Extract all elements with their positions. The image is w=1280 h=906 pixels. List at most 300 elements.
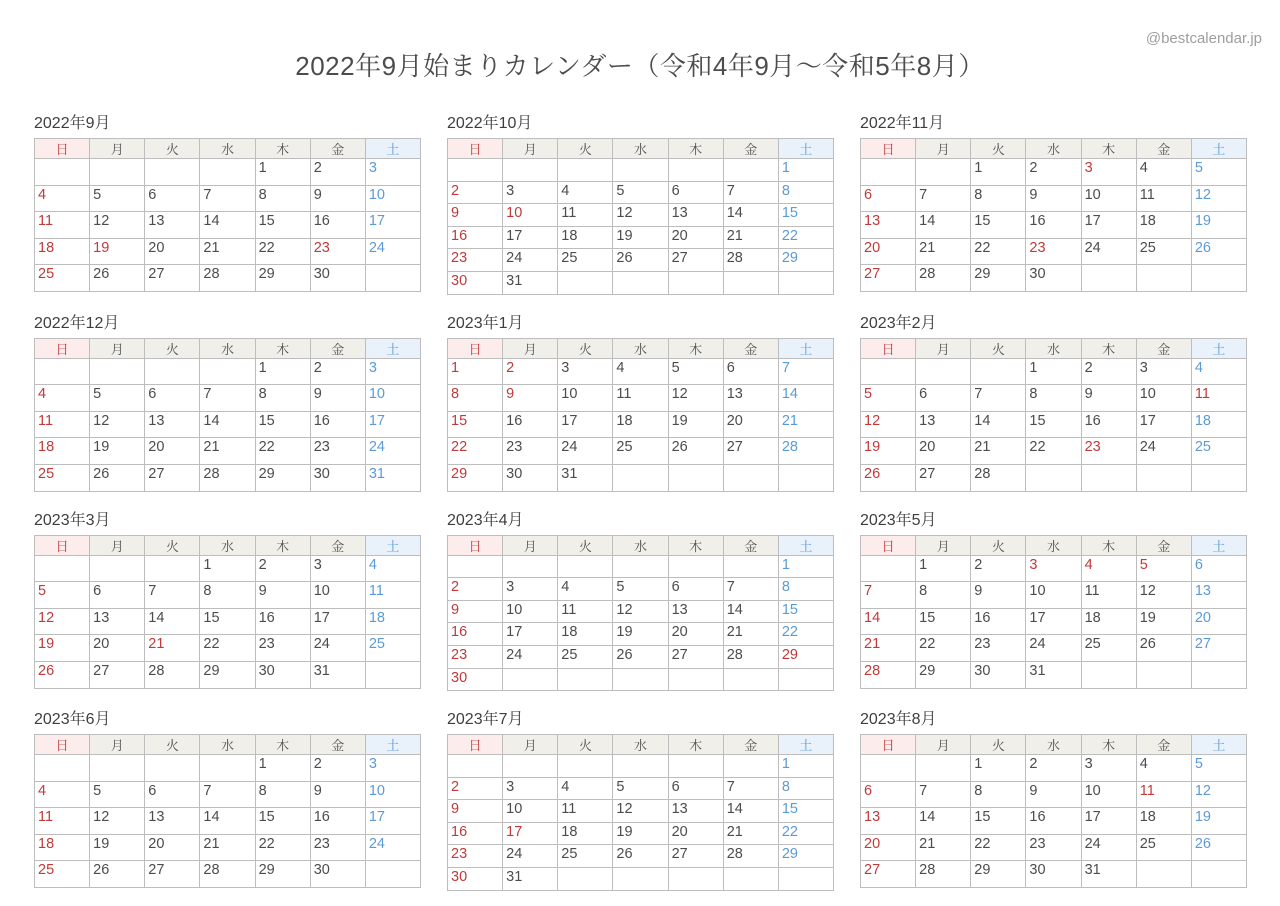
day-cell: 24 [1081, 834, 1136, 861]
day-cell: 10 [1136, 385, 1191, 412]
day-cell: 10 [365, 185, 420, 212]
day-cell: 24 [1081, 238, 1136, 265]
day-cell: 11 [1136, 781, 1191, 808]
day-cell: 28 [971, 464, 1026, 491]
day-cell: 2 [1026, 755, 1081, 782]
day-cell: 1 [255, 358, 310, 385]
day-cell [365, 861, 420, 888]
weekday-header: 金 [723, 735, 778, 755]
day-cell: 1 [255, 755, 310, 782]
month-title: 2023年6月 [34, 711, 111, 729]
day-cell: 19 [90, 834, 145, 861]
day-cell: 7 [200, 185, 255, 212]
day-cell: 5 [1136, 555, 1191, 582]
day-cell: 30 [1026, 861, 1081, 888]
day-cell: 13 [723, 385, 778, 412]
weekday-header: 金 [1136, 535, 1191, 555]
week-row [35, 185, 421, 212]
day-cell: 3 [558, 358, 613, 385]
day-cell: 20 [723, 411, 778, 438]
weekday-header: 水 [200, 535, 255, 555]
day-cell: 13 [145, 808, 200, 835]
day-cell: 18 [1191, 411, 1246, 438]
day-cell: 28 [861, 661, 916, 688]
day-cell: 19 [90, 438, 145, 465]
day-cell: 1 [916, 555, 971, 582]
weekday-header: 火 [145, 735, 200, 755]
day-cell: 6 [90, 582, 145, 609]
day-cell: 11 [558, 600, 613, 623]
week-row [35, 661, 421, 688]
day-cell: 6 [668, 777, 723, 800]
day-cell: 12 [1191, 781, 1246, 808]
day-cell: 31 [1081, 861, 1136, 888]
day-cell: 6 [1191, 555, 1246, 582]
day-cell: 3 [503, 578, 558, 601]
weekday-header: 水 [613, 139, 668, 159]
day-cell: 4 [613, 358, 668, 385]
day-cell: 4 [1081, 555, 1136, 582]
weekday-header: 日 [35, 338, 90, 358]
day-cell: 18 [1136, 808, 1191, 835]
month-title: 2023年3月 [34, 511, 111, 529]
day-cell: 29 [778, 249, 833, 272]
day-cell: 21 [916, 834, 971, 861]
weekday-header: 土 [365, 735, 420, 755]
day-cell: 21 [145, 635, 200, 662]
week-row [861, 582, 1247, 609]
month-title: 2023年1月 [447, 314, 524, 332]
day-cell: 18 [558, 623, 613, 646]
day-cell [448, 159, 503, 182]
day-cell: 9 [310, 185, 365, 212]
day-cell: 17 [1081, 808, 1136, 835]
week-row [861, 185, 1247, 212]
day-cell: 10 [365, 385, 420, 412]
month-calendar [447, 710, 834, 891]
calendar-table [34, 338, 421, 492]
day-cell: 30 [310, 861, 365, 888]
day-cell [778, 868, 833, 891]
day-cell: 28 [200, 265, 255, 292]
day-cell: 18 [558, 822, 613, 845]
day-cell: 15 [778, 204, 833, 227]
weekday-header: 金 [1136, 139, 1191, 159]
day-cell: 27 [861, 265, 916, 292]
weekday-header: 火 [558, 139, 613, 159]
day-cell: 12 [861, 411, 916, 438]
day-cell: 22 [971, 834, 1026, 861]
day-cell [723, 271, 778, 294]
calendar-table [860, 138, 1247, 292]
month-calendar [860, 511, 1247, 692]
day-cell: 6 [668, 181, 723, 204]
month-calendar [34, 511, 421, 692]
week-row [35, 385, 421, 412]
day-cell: 27 [145, 265, 200, 292]
weekday-header: 土 [778, 735, 833, 755]
calendar-table [447, 734, 834, 891]
day-cell: 9 [310, 385, 365, 412]
weekday-header-row [861, 535, 1247, 555]
day-cell [668, 755, 723, 778]
day-cell: 8 [778, 578, 833, 601]
week-row [448, 385, 834, 412]
weekday-header: 日 [861, 139, 916, 159]
day-cell: 29 [778, 645, 833, 668]
day-cell: 3 [1026, 555, 1081, 582]
week-row [35, 582, 421, 609]
weekday-header-row [35, 535, 421, 555]
day-cell: 4 [558, 578, 613, 601]
week-row [448, 464, 834, 491]
day-cell [200, 755, 255, 782]
day-cell [613, 464, 668, 491]
day-cell: 5 [90, 185, 145, 212]
week-row [448, 411, 834, 438]
day-cell: 26 [1191, 238, 1246, 265]
day-cell [145, 358, 200, 385]
weekday-header: 木 [255, 139, 310, 159]
weekday-header: 金 [310, 139, 365, 159]
day-cell [668, 464, 723, 491]
day-cell: 22 [971, 238, 1026, 265]
day-cell: 10 [503, 600, 558, 623]
day-cell [723, 668, 778, 691]
day-cell [971, 358, 1026, 385]
day-cell: 2 [503, 358, 558, 385]
day-cell: 10 [503, 204, 558, 227]
weekday-header: 土 [365, 338, 420, 358]
day-cell [613, 555, 668, 578]
weekday-header: 水 [1026, 735, 1081, 755]
weekday-header-row [448, 139, 834, 159]
day-cell: 25 [35, 861, 90, 888]
day-cell [861, 755, 916, 782]
day-cell: 15 [971, 808, 1026, 835]
day-cell: 19 [613, 623, 668, 646]
day-cell: 16 [448, 226, 503, 249]
page-title: 2022年9月始まりカレンダー（令和4年9月～令和5年8月） [295, 51, 985, 81]
week-row [35, 608, 421, 635]
day-cell: 25 [558, 845, 613, 868]
weekday-header: 水 [200, 139, 255, 159]
day-cell [448, 755, 503, 778]
day-cell: 27 [668, 645, 723, 668]
week-row [448, 204, 834, 227]
day-cell: 8 [448, 385, 503, 412]
day-cell: 12 [1136, 582, 1191, 609]
day-cell: 18 [35, 834, 90, 861]
week-row [448, 868, 834, 891]
month-calendar [860, 314, 1247, 492]
day-cell: 20 [916, 438, 971, 465]
day-cell: 26 [90, 464, 145, 491]
day-cell: 24 [310, 635, 365, 662]
day-cell: 6 [861, 185, 916, 212]
day-cell: 24 [365, 438, 420, 465]
day-cell: 16 [255, 608, 310, 635]
weekday-header: 日 [35, 735, 90, 755]
day-cell: 30 [255, 661, 310, 688]
day-cell: 16 [1026, 212, 1081, 239]
day-cell: 30 [971, 661, 1026, 688]
day-cell: 6 [145, 781, 200, 808]
day-cell: 14 [916, 212, 971, 239]
day-cell: 4 [1136, 755, 1191, 782]
day-cell: 14 [861, 608, 916, 635]
day-cell [558, 555, 613, 578]
day-cell: 24 [1136, 438, 1191, 465]
day-cell: 16 [448, 623, 503, 646]
day-cell [723, 868, 778, 891]
day-cell: 21 [200, 834, 255, 861]
day-cell: 27 [668, 249, 723, 272]
week-row [448, 181, 834, 204]
day-cell [613, 668, 668, 691]
day-cell: 13 [145, 411, 200, 438]
weekday-header: 日 [861, 338, 916, 358]
day-cell: 19 [90, 238, 145, 265]
week-row [448, 578, 834, 601]
month-calendar [860, 710, 1247, 891]
day-cell: 26 [1191, 834, 1246, 861]
day-cell: 28 [145, 661, 200, 688]
weekday-header: 火 [558, 735, 613, 755]
day-cell: 11 [1191, 385, 1246, 412]
day-cell: 25 [613, 438, 668, 465]
day-cell: 18 [35, 438, 90, 465]
day-cell [1191, 464, 1246, 491]
weekday-header: 金 [310, 338, 365, 358]
day-cell: 17 [365, 212, 420, 239]
day-cell: 12 [1191, 185, 1246, 212]
day-cell: 5 [1191, 755, 1246, 782]
day-cell: 23 [310, 438, 365, 465]
month-calendar [34, 114, 421, 295]
day-cell: 11 [558, 204, 613, 227]
day-cell: 31 [503, 271, 558, 294]
month-title: 2022年9月 [34, 115, 111, 132]
day-cell [613, 755, 668, 778]
day-cell [1191, 265, 1246, 292]
day-cell: 21 [778, 411, 833, 438]
day-cell: 19 [1191, 212, 1246, 239]
day-cell [668, 271, 723, 294]
weekday-header: 土 [1191, 735, 1246, 755]
day-cell [558, 159, 613, 182]
day-cell: 3 [365, 755, 420, 782]
week-row [448, 438, 834, 465]
day-cell [668, 159, 723, 182]
day-cell: 16 [310, 411, 365, 438]
day-cell [200, 358, 255, 385]
calendar-table [860, 338, 1247, 492]
day-cell: 8 [778, 777, 833, 800]
day-cell: 8 [916, 582, 971, 609]
day-cell: 25 [1136, 238, 1191, 265]
week-row [861, 464, 1247, 491]
weekday-header: 土 [778, 535, 833, 555]
week-row [35, 834, 421, 861]
day-cell: 12 [613, 204, 668, 227]
day-cell: 18 [1081, 608, 1136, 635]
day-cell: 7 [723, 777, 778, 800]
day-cell: 26 [1136, 635, 1191, 662]
day-cell: 19 [1191, 808, 1246, 835]
day-cell: 24 [365, 834, 420, 861]
day-cell: 16 [310, 212, 365, 239]
weekday-header: 水 [1026, 338, 1081, 358]
week-row [35, 635, 421, 662]
weekday-header: 日 [861, 735, 916, 755]
week-row [35, 861, 421, 888]
day-cell: 29 [971, 861, 1026, 888]
week-row [35, 808, 421, 835]
day-cell [503, 668, 558, 691]
week-row [35, 555, 421, 582]
day-cell: 4 [35, 781, 90, 808]
day-cell [916, 755, 971, 782]
week-row [448, 358, 834, 385]
weekday-header: 水 [1026, 139, 1081, 159]
weekday-header: 火 [971, 735, 1026, 755]
day-cell: 1 [778, 159, 833, 182]
day-cell: 29 [916, 661, 971, 688]
day-cell: 17 [558, 411, 613, 438]
day-cell: 10 [558, 385, 613, 412]
weekday-header: 土 [778, 139, 833, 159]
day-cell: 26 [613, 249, 668, 272]
weekday-header-row [35, 735, 421, 755]
day-cell: 3 [365, 358, 420, 385]
week-row [861, 159, 1247, 186]
weekday-header: 火 [971, 338, 1026, 358]
day-cell: 17 [310, 608, 365, 635]
day-cell: 14 [778, 385, 833, 412]
day-cell: 15 [778, 600, 833, 623]
weekday-header: 木 [668, 338, 723, 358]
month-title: 2022年10月 [447, 115, 533, 132]
day-cell: 19 [35, 635, 90, 662]
week-row [861, 385, 1247, 412]
month-title: 2023年5月 [860, 511, 937, 529]
week-row [861, 635, 1247, 662]
weekday-header: 金 [310, 735, 365, 755]
day-cell: 5 [90, 781, 145, 808]
day-cell: 19 [613, 822, 668, 845]
week-row [448, 845, 834, 868]
day-cell: 21 [723, 822, 778, 845]
day-cell: 7 [971, 385, 1026, 412]
day-cell: 6 [723, 358, 778, 385]
day-cell: 21 [200, 238, 255, 265]
day-cell: 3 [365, 159, 420, 186]
weekday-header: 木 [1081, 139, 1136, 159]
day-cell [365, 265, 420, 292]
day-cell: 23 [1026, 238, 1081, 265]
day-cell: 26 [90, 265, 145, 292]
weekday-header: 土 [1191, 535, 1246, 555]
day-cell: 29 [255, 464, 310, 491]
day-cell [1191, 661, 1246, 688]
day-cell [1026, 464, 1081, 491]
day-cell [35, 358, 90, 385]
weekday-header: 日 [35, 139, 90, 159]
day-cell: 23 [448, 645, 503, 668]
day-cell: 13 [861, 808, 916, 835]
day-cell: 21 [971, 438, 1026, 465]
weekday-header: 月 [916, 139, 971, 159]
day-cell: 18 [613, 411, 668, 438]
weekday-header: 金 [723, 338, 778, 358]
day-cell: 22 [255, 438, 310, 465]
weekday-header: 木 [255, 338, 310, 358]
week-row [35, 238, 421, 265]
day-cell: 20 [90, 635, 145, 662]
day-cell: 3 [503, 777, 558, 800]
watermark-text: @bestcalendar.jp [1145, 30, 1262, 47]
day-cell: 30 [448, 668, 503, 691]
day-cell: 28 [200, 464, 255, 491]
day-cell: 13 [668, 204, 723, 227]
day-cell: 29 [448, 464, 503, 491]
day-cell: 23 [310, 834, 365, 861]
day-cell [916, 358, 971, 385]
day-cell: 24 [503, 249, 558, 272]
weekday-header-row [35, 139, 421, 159]
day-cell: 12 [668, 385, 723, 412]
day-cell: 31 [558, 464, 613, 491]
day-cell: 2 [1026, 159, 1081, 186]
day-cell: 25 [1136, 834, 1191, 861]
day-cell: 8 [778, 181, 833, 204]
day-cell: 10 [503, 800, 558, 823]
day-cell: 20 [861, 834, 916, 861]
day-cell: 17 [503, 623, 558, 646]
week-row [448, 249, 834, 272]
day-cell: 24 [503, 645, 558, 668]
month-title: 2022年12月 [34, 314, 120, 332]
day-cell: 12 [90, 411, 145, 438]
day-cell: 9 [255, 582, 310, 609]
day-cell: 22 [778, 226, 833, 249]
day-cell: 27 [723, 438, 778, 465]
weekday-header: 月 [90, 139, 145, 159]
weekday-header: 水 [1026, 535, 1081, 555]
day-cell: 16 [448, 822, 503, 845]
weekday-header-row [861, 735, 1247, 755]
day-cell: 4 [1136, 159, 1191, 186]
weekday-header: 木 [1081, 535, 1136, 555]
day-cell [668, 668, 723, 691]
weekday-header: 月 [503, 535, 558, 555]
day-cell: 12 [90, 212, 145, 239]
day-cell: 8 [255, 185, 310, 212]
day-cell: 6 [861, 781, 916, 808]
day-cell: 18 [365, 608, 420, 635]
week-row [448, 645, 834, 668]
month-title: 2023年7月 [447, 711, 524, 729]
week-row [35, 464, 421, 491]
day-cell: 2 [448, 578, 503, 601]
day-cell: 8 [971, 781, 1026, 808]
weekday-header: 日 [448, 535, 503, 555]
weekday-header: 土 [1191, 338, 1246, 358]
weekday-header: 火 [558, 338, 613, 358]
day-cell: 27 [668, 845, 723, 868]
day-cell: 6 [916, 385, 971, 412]
